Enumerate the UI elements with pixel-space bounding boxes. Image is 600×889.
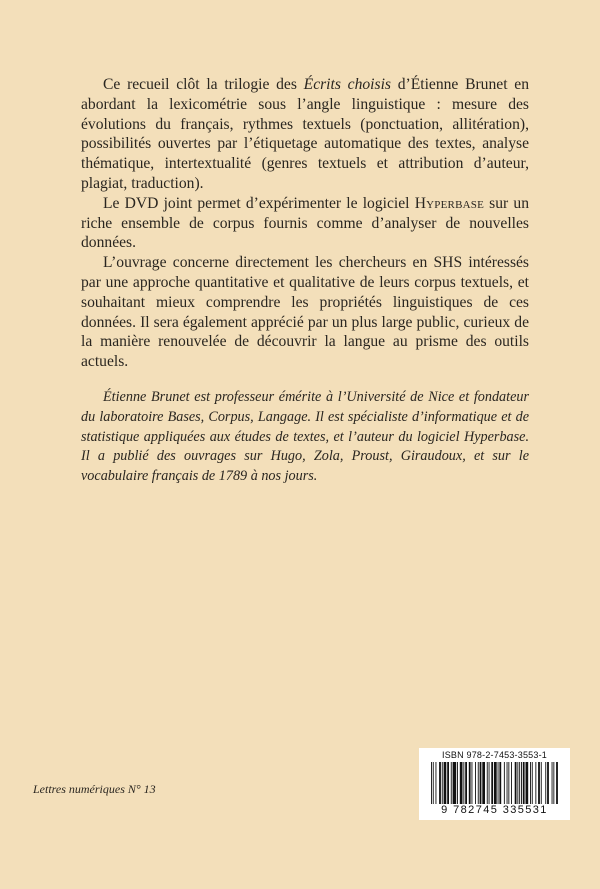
series-label: Lettres numériques N° 13 bbox=[33, 782, 156, 796]
barcode-bar bbox=[552, 762, 553, 804]
barcode-bar bbox=[482, 762, 485, 804]
barcode-bar bbox=[515, 762, 517, 804]
barcode-bar bbox=[553, 762, 554, 804]
barcode-bar bbox=[465, 762, 467, 804]
barcode-bar bbox=[431, 762, 432, 804]
description-paragraph-3: L’ouvrage concerne directement les chercheurs en SHS intéressés par une approche quantitative et qualitative de leurs corpus textuels, et souhaitant mieux comprendre les propriétés linguistiques de ces données. Il sera également apprécié par un plus large public, curieux de la manière renouvelée de découvrir la langue au prisme des outils actuels. bbox=[81, 254, 529, 371]
barcode-bar bbox=[457, 762, 458, 804]
barcode-bar bbox=[480, 762, 482, 804]
trilogy-title: Écrits choisis bbox=[303, 76, 391, 93]
barcode-bar bbox=[523, 762, 525, 804]
barcode-bar bbox=[447, 762, 449, 804]
barcode-bar bbox=[532, 762, 533, 804]
barcode-bar bbox=[439, 762, 441, 804]
description-paragraph-1: Ce recueil clôt la trilogie des Écrits choisis d’Étienne Brunet en abordant la lexicométrie sous l’angle linguistique : mesure des évolutions du français, rythmes textuels (ponctuation, allitération), possibilités ouvertes par l’étiquetage automatique des textes, analyse thématique, intertextualité (genres textuels et attribution d’auteur, plagiat, traduction). bbox=[81, 76, 529, 192]
barcode-digits: 9 782745 335531 bbox=[441, 804, 548, 816]
barcode-bar bbox=[489, 762, 490, 804]
barcode-bar bbox=[453, 762, 457, 804]
barcode-bar bbox=[460, 762, 463, 804]
barcode-bar bbox=[535, 762, 536, 804]
barcode-bar bbox=[498, 762, 499, 804]
barcode-bar bbox=[444, 762, 447, 804]
barcode-bar bbox=[556, 762, 558, 804]
barcode-bar bbox=[491, 762, 493, 804]
barcode-bar bbox=[442, 762, 443, 804]
author-bio: Étienne Brunet est professeur émérite à l’Université de Nice et fondateur du laboratoire Bases, Corpus, Langage. Il est spécialiste d’informatique et de statistique appliquées aux études de textes, et l’auteur du logiciel Hyperbase. Il a publié des ouvrages sur Hugo, Zola, Proust, Giraudoux, et sur le vocabulaire français de 1789 à nos jours. bbox=[81, 389, 529, 485]
barcode-icon bbox=[427, 762, 562, 804]
barcode-bar bbox=[521, 762, 522, 804]
book-description bbox=[81, 75, 529, 372]
barcode-bar bbox=[436, 762, 437, 804]
description-paragraph-2: Le DVD joint permet d’expérimenter le logiciel Hyperbase sur un riche ensemble de corpus fournis comme d’analyser de nouvelles données. bbox=[81, 194, 530, 252]
barcode-bar bbox=[472, 762, 473, 804]
barcode-bar bbox=[433, 762, 434, 804]
barcode-bar bbox=[487, 762, 488, 804]
barcode-bar bbox=[494, 762, 497, 804]
barcode-bar bbox=[507, 762, 508, 804]
barcode-bar bbox=[463, 762, 464, 804]
software-name: Hyperbase bbox=[414, 194, 484, 212]
barcode-bar bbox=[541, 762, 542, 804]
barcode-bar bbox=[511, 762, 512, 804]
barcode-bar bbox=[526, 762, 529, 804]
barcode-bar bbox=[478, 762, 479, 804]
barcode-bar bbox=[475, 762, 476, 804]
barcode-bar bbox=[517, 762, 518, 804]
barcode-bar bbox=[545, 762, 546, 804]
barcode-bar bbox=[504, 762, 505, 804]
barcode-bar bbox=[451, 762, 452, 804]
barcode-bar bbox=[499, 762, 501, 804]
barcode-bar bbox=[519, 762, 520, 804]
isbn-barcode bbox=[419, 748, 570, 820]
isbn-label: ISBN 978-2-7453-3553-1 bbox=[442, 750, 547, 760]
barcode-bar bbox=[547, 762, 549, 804]
barcode-bar bbox=[530, 762, 531, 804]
barcode-bar bbox=[508, 762, 509, 804]
barcode-bar bbox=[538, 762, 540, 804]
barcode-bar bbox=[469, 762, 471, 804]
